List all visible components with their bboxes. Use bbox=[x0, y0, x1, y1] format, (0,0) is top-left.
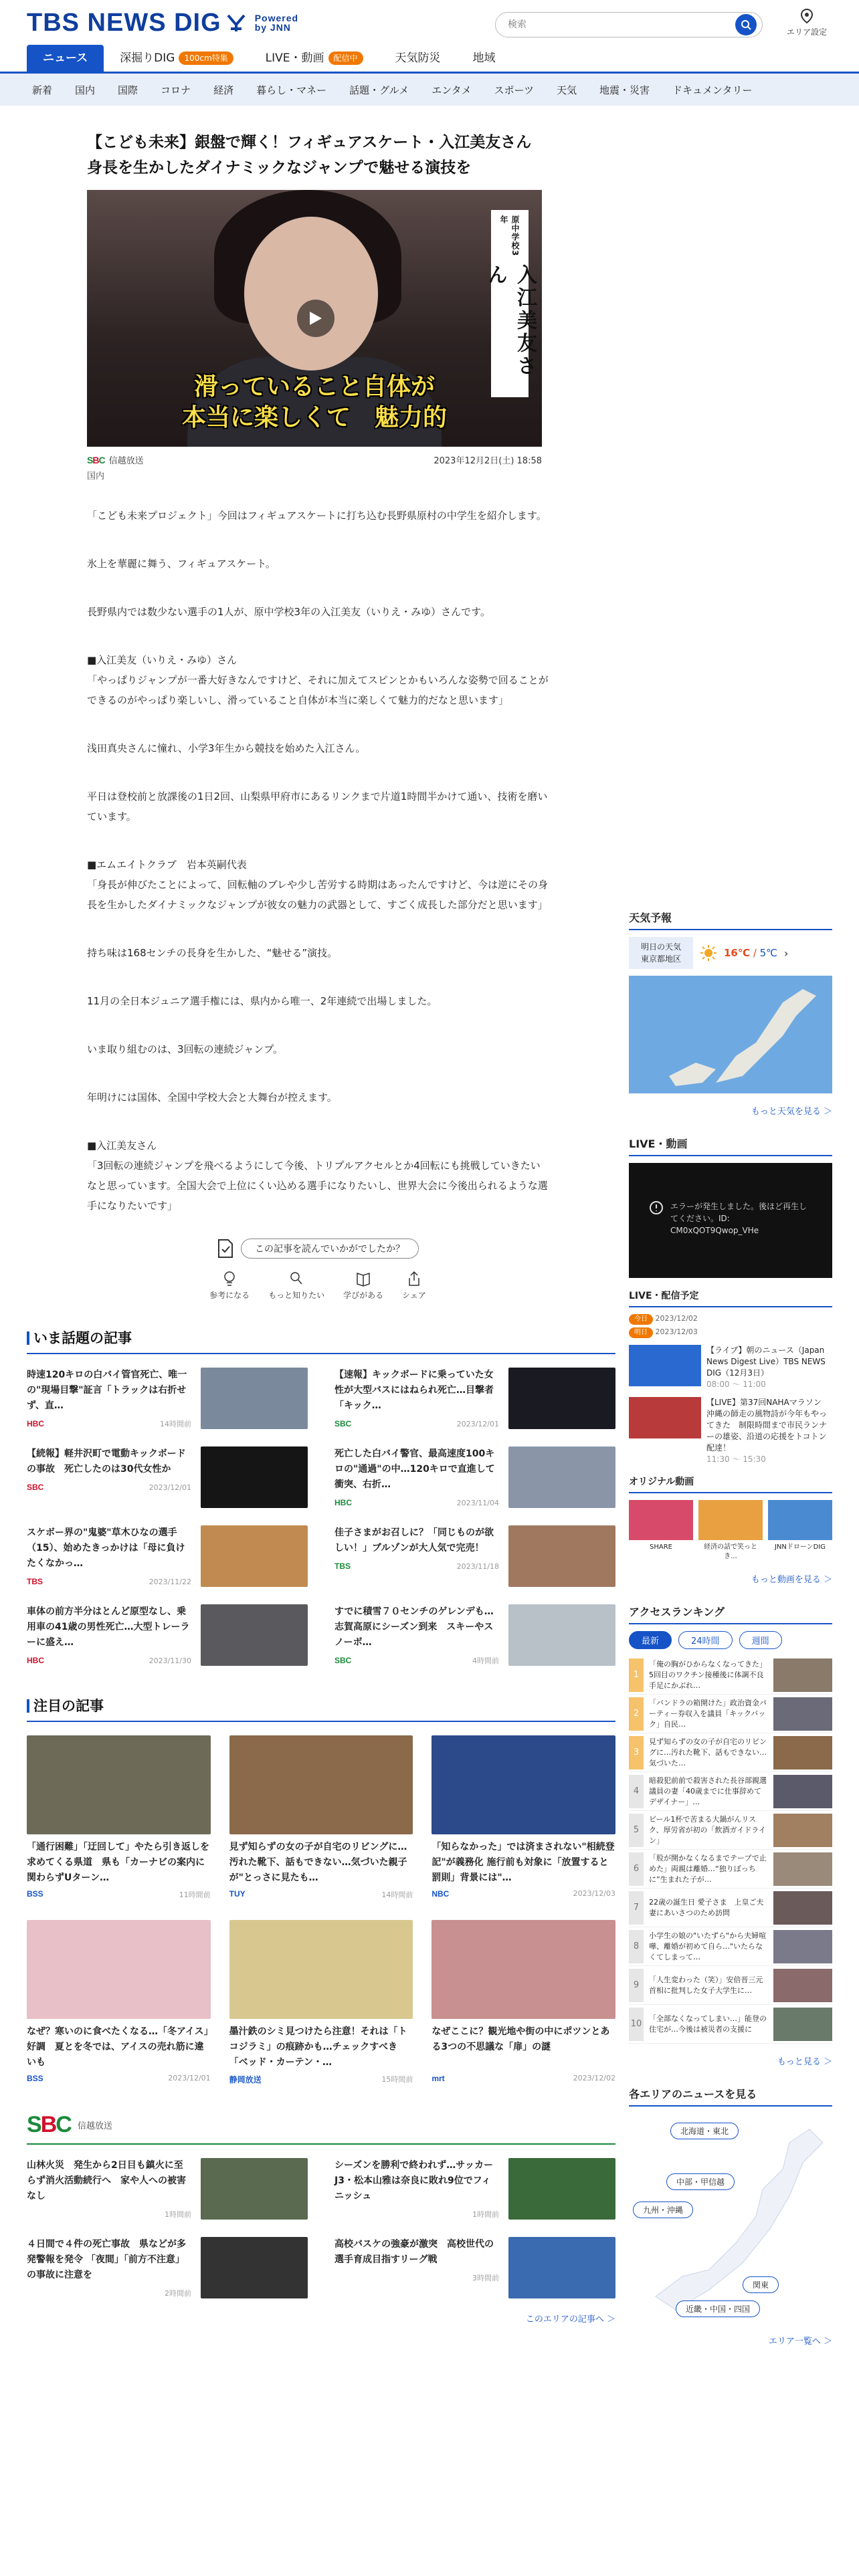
featured-title: 「通行困難」「迂回して」やたら引き返しを求めてくる県道 県も「カーナビの案内に関わらずUターン… bbox=[27, 1842, 209, 1883]
article-meta bbox=[87, 453, 542, 466]
featured-meta bbox=[432, 1889, 615, 1899]
sbc-title: シーズンを勝利で終われず…サッカーJ3・松本山雅は奈良に敗れ9位でフィニッシュ bbox=[335, 2160, 494, 2202]
trending-card-body bbox=[335, 1446, 499, 1511]
station-name: SBC bbox=[27, 1483, 44, 1492]
live-schedule-heading: LIVE・配信予定 bbox=[629, 1289, 832, 1307]
trending-card[interactable] bbox=[335, 1368, 615, 1432]
featured-meta bbox=[229, 1889, 413, 1900]
logo-text: TBS NEWS DIG bbox=[27, 8, 221, 37]
logo-mark-icon bbox=[225, 11, 248, 34]
featured-time: 15時間前 bbox=[381, 2075, 413, 2084]
main-column bbox=[27, 120, 615, 2325]
logo-by-jnn: by JNN bbox=[254, 22, 291, 33]
trending-meta bbox=[27, 1480, 191, 1495]
ranking-item[interactable] bbox=[629, 1966, 832, 2005]
trending-card[interactable] bbox=[335, 1525, 615, 1590]
nav-dig-label: 深掘りDIG bbox=[120, 51, 175, 65]
ranking-item[interactable] bbox=[629, 1733, 832, 1772]
live-item-time: 08:00 ～ 11:00 bbox=[706, 1380, 766, 1389]
featured-heading: 注目の記事 bbox=[27, 1695, 615, 1722]
trending-card-body bbox=[27, 1368, 191, 1432]
article-paragraph: 氷上を華麗に舞う、フィギュアスケート。 bbox=[87, 558, 276, 570]
original-video-item[interactable] bbox=[629, 1500, 693, 1562]
subnav-item[interactable]: コロナ bbox=[161, 84, 191, 96]
article bbox=[27, 130, 615, 1301]
subnav-item[interactable]: エンタメ bbox=[432, 84, 472, 96]
featured-title: 墨汁鉄のシミ見つけたら注意！それは「トコジラミ」の痕跡かも…チェックすべき「ベッド・カーテン・… bbox=[229, 2026, 407, 2068]
ranking-title: 「人生変わった（笑）」安倍晋三元首相に批判した女子大学生に… bbox=[649, 1975, 763, 1995]
sbc-thumbnail bbox=[508, 2158, 615, 2220]
nav-dig-badge: 100cm特集 bbox=[179, 51, 233, 65]
live-item-title: 【ライブ】朝のニュース（Japan News Digest Live）TBS NEWS DIG（12月3日） bbox=[706, 1346, 826, 1378]
trending-title: 【速報】キックボードに乗っていた女性が大型バスにはねられ死亡…目撃者「キック… bbox=[335, 1370, 494, 1411]
ranking-number: 7 bbox=[629, 1891, 644, 1925]
live-error-text: エラーが発生しました。後ほど再生してください。ID: CM0xQOT9Qwop_VHe bbox=[670, 1202, 807, 1235]
sbc-card-body bbox=[27, 2237, 191, 2301]
video-more-link[interactable]: もっと動画を見る ＞ bbox=[751, 1575, 832, 1585]
site-logo[interactable] bbox=[27, 9, 298, 37]
nav-live[interactable] bbox=[250, 45, 379, 72]
feedback-more-button[interactable] bbox=[268, 1271, 324, 1301]
sbc-thumbnail bbox=[508, 2237, 615, 2298]
sbc-time: 1時間前 bbox=[165, 2210, 191, 2219]
today-date: 2023/12/02 bbox=[655, 1314, 698, 1323]
article-paragraph: ■入江美友さん 「3回転の連続ジャンプを飛べるようにして今後、トリプルアクセルとか4回転にも挑戦していきたいなと思っています。全国大会で上位にくい込める選手になりたいし、世界大会に今後出られるような選手になりたいです」 bbox=[87, 1140, 548, 1212]
trending-card-body bbox=[335, 1368, 499, 1432]
subnav-item[interactable]: スポーツ bbox=[494, 84, 535, 96]
article-source[interactable]: 信越放送 bbox=[108, 456, 144, 466]
trending-time: 2023/12/01 bbox=[149, 1483, 191, 1492]
trending-title: 佳子さまがお召しに？「同じものが欲しい！」ブルゾンが大人気で完売！ bbox=[335, 1527, 494, 1553]
original-video-item[interactable] bbox=[698, 1500, 763, 1562]
ranking-title: 「俺の胸がひからなくなってきた」5回目のワクチン接種後に体調不良 手足にかぶれ… bbox=[649, 1659, 767, 1690]
nav-news-label: ニュース bbox=[43, 51, 88, 65]
sbc-card-body bbox=[27, 2158, 191, 2222]
ranking-thumbnail bbox=[773, 1697, 832, 1731]
featured-time: 2023/12/01 bbox=[168, 2074, 211, 2082]
feedback-question: この記事を読んでいかがでしたか？ bbox=[241, 1239, 419, 1259]
sbc-card-body bbox=[335, 2158, 499, 2222]
sbc-card[interactable] bbox=[27, 2237, 308, 2301]
trending-title: すでに積雪７０センチのゲレンデも…志賀高原にシーズン到来 スキーやスノーボ… bbox=[335, 1606, 494, 1648]
sbc-time: 3時間前 bbox=[472, 2274, 499, 2282]
trending-time: 2023/12/01 bbox=[456, 1420, 499, 1428]
trending-title: 車体の前方半分はとんど原型なし、乗用車の41歳の男性死亡…大型トレーラーに盛え… bbox=[27, 1606, 190, 1648]
video-name: 入江美友さん bbox=[484, 263, 537, 378]
original-video-label: 経済の話で笑っとき... bbox=[704, 1543, 757, 1560]
header bbox=[0, 0, 859, 45]
sbc-time: 2時間前 bbox=[165, 2289, 191, 2298]
ranking-number: 9 bbox=[629, 1969, 644, 2002]
ranking-number: 6 bbox=[629, 1852, 644, 1886]
featured-thumbnail bbox=[229, 1735, 413, 1834]
featured-title: なぜ？寒いのに食べたくなる…「冬アイス」好調 夏とを冬では、アイスの売れ筋に違いも bbox=[27, 2026, 209, 2068]
search-box bbox=[495, 12, 763, 37]
feedback bbox=[87, 1239, 549, 1301]
trending-meta bbox=[27, 1416, 191, 1432]
sidebar bbox=[629, 909, 832, 2365]
area-button-hokkaido-tohoku[interactable]: 北海道・東北 bbox=[670, 2123, 739, 2139]
feedback-useful-button[interactable] bbox=[209, 1271, 250, 1301]
subnav-item[interactable]: ドキュメンタリー bbox=[672, 84, 753, 96]
trending-card-body bbox=[27, 1525, 191, 1590]
live-widget bbox=[629, 1136, 832, 1585]
featured-card[interactable] bbox=[432, 1920, 615, 2085]
lightbulb-icon bbox=[222, 1271, 237, 1287]
article-datetime: 2023年12月2日(土) 18:58 bbox=[434, 456, 542, 466]
featured-card[interactable] bbox=[229, 1735, 413, 1900]
sbc-card-body bbox=[335, 2237, 499, 2301]
trending-meta bbox=[27, 1574, 191, 1590]
station-name: BSS bbox=[27, 2074, 43, 2083]
weather-more-link[interactable]: もっと天気を見る ＞ bbox=[751, 1107, 832, 1117]
trending-title: 時速120キロの白バイ管官死亡、唯一の"現場目撃"証言「トラックは右折せず、直… bbox=[27, 1370, 187, 1411]
subnav-item[interactable]: 新着 bbox=[32, 84, 53, 96]
trending-thumbnail bbox=[508, 1446, 615, 1508]
play-button[interactable] bbox=[297, 300, 335, 337]
ranking-title: 見ず知らずの女の子が自宅のリビングに…汚れた靴下、話もできない…気づいた… bbox=[649, 1737, 767, 1767]
area-map bbox=[629, 2116, 832, 2323]
today-tag: 今日 bbox=[629, 1314, 653, 1325]
featured-thumbnail bbox=[432, 1735, 615, 1834]
trending-time: 2023/11/22 bbox=[149, 1578, 191, 1586]
original-video-label: SHARE bbox=[650, 1543, 672, 1551]
ranking-thumbnail bbox=[773, 1969, 832, 2002]
station-name: BSS bbox=[27, 1889, 43, 1899]
station-name: mrt bbox=[432, 2074, 445, 2083]
featured-time: 2023/12/02 bbox=[573, 2074, 615, 2082]
ranking-title: 「全部なくなってしまい…」能登の住宅が…今後は被災者の支援に bbox=[649, 2014, 767, 2034]
ranking-title: 小学生の娘の"いたずら"から夫婦喧嘩、離婚が初めて自ら…"いたらなくてしまって… bbox=[649, 1931, 767, 1961]
search-input[interactable] bbox=[508, 19, 735, 30]
subnav-item[interactable]: 国際 bbox=[118, 84, 138, 96]
sbc-meta bbox=[27, 2207, 191, 2222]
feedback-label: シェア bbox=[402, 1291, 426, 1300]
ranking-item[interactable] bbox=[629, 1772, 832, 1811]
feedback-learn-button[interactable] bbox=[343, 1271, 383, 1301]
article-paragraph: ■入江美友（いりえ・みゆ）さん 「やっぱりジャンプが一番大好きなんですけど、それに加えてスピンとかもいろんな姿勢で回ることができるのがやっぱり楽しいし、滑っていること自体が本当に楽しくて魅力的だなと思います」 bbox=[87, 654, 549, 706]
article-paragraph: 11月の全日本ジュニア選手権には、県内から唯一、2年連続で出場しました。 bbox=[87, 995, 438, 1007]
area-button-kanto[interactable]: 関東 bbox=[743, 2276, 779, 2293]
trending-card-body bbox=[27, 1604, 191, 1669]
article-category[interactable]: 国内 bbox=[87, 471, 105, 481]
trending-meta bbox=[335, 1559, 499, 1574]
subnav-item[interactable]: 経済 bbox=[213, 84, 234, 96]
trending-time: 14時間前 bbox=[160, 1420, 191, 1428]
subnav-item[interactable]: 天気 bbox=[557, 84, 577, 96]
original-video-item[interactable] bbox=[768, 1500, 832, 1562]
feedback-label: もっと知りたい bbox=[268, 1291, 325, 1300]
trending-meta bbox=[27, 1653, 191, 1669]
area-widget bbox=[629, 2086, 832, 2347]
trending-thumbnail bbox=[508, 1368, 615, 1429]
ranking-item[interactable] bbox=[629, 1927, 832, 1966]
ranking-number: 3 bbox=[629, 1736, 644, 1769]
station-name: TBS bbox=[27, 1577, 43, 1586]
area-button-chubu[interactable]: 中部・甲信越 bbox=[666, 2173, 735, 2190]
ranking-title: 22歳の誕生日 愛子さま 上皇ご夫妻にあいさつのため訪問 bbox=[649, 1897, 764, 1917]
article-paragraph: 浅田真央さんに憧れ、小学3年生から競技を始めた入江さん。 bbox=[87, 742, 366, 754]
trending-time: 2023/11/18 bbox=[456, 1562, 499, 1571]
article-paragraph: 長野県内では数少ない選手の1人が、原中学校3年の入江美友（いりえ・みゆ）さんです。 bbox=[87, 606, 490, 618]
featured-card[interactable] bbox=[432, 1735, 615, 1900]
featured-card[interactable] bbox=[27, 1920, 211, 2085]
trending-title: 死亡した白バイ警官、最高速度100キロの"通過"の中…120キロで直進して衝突、右折… bbox=[335, 1448, 495, 1490]
sbc-title: ４日間で４件の死亡事故 県などが多発警報を発令 「夜間」「前方不注意」の事故に注意を bbox=[27, 2239, 186, 2280]
sbc-more-link[interactable]: このエリアの記事へ ＞ bbox=[525, 2315, 615, 2325]
ranking-thumbnail bbox=[773, 1930, 832, 1963]
book-icon bbox=[356, 1271, 371, 1287]
sbc-logo-icon: SBC bbox=[27, 2112, 71, 2137]
trending-card-body bbox=[27, 1446, 191, 1511]
sbc-card[interactable] bbox=[335, 2237, 615, 2301]
sbc-title: 高校バスケの強豪が激突 高校世代の選手育成目指すリーグ戦 bbox=[335, 2239, 494, 2265]
ranking-thumbnail bbox=[773, 1775, 832, 1808]
trending-card-body bbox=[335, 1525, 499, 1590]
trending-card[interactable] bbox=[27, 1525, 308, 1590]
featured-list bbox=[27, 1735, 615, 2085]
logo-powered: Powered bbox=[254, 13, 299, 23]
trending-meta bbox=[335, 1495, 499, 1511]
ranking-item[interactable] bbox=[629, 1656, 832, 1695]
subnav-item[interactable]: 話題・グルメ bbox=[349, 84, 409, 96]
trending-thumbnail bbox=[508, 1525, 615, 1587]
station-name: SBC bbox=[335, 1419, 352, 1428]
article-paragraph: 「こども未来プロジェクト」今回はフィギュアスケートに打ち込む長野県原村の中学生を紹介します。 bbox=[87, 510, 547, 522]
ranking-number: 10 bbox=[629, 2008, 644, 2041]
featured-title: なぜここに？観光地や街の中にポツンとある3つの不思議な「扉」の謎 bbox=[432, 2026, 610, 2052]
featured-thumbnail bbox=[27, 1920, 211, 2019]
sbc-card[interactable] bbox=[335, 2158, 615, 2222]
search-button[interactable] bbox=[735, 14, 757, 35]
article-body bbox=[87, 506, 555, 1216]
video-name-tag bbox=[484, 210, 537, 397]
featured-meta bbox=[27, 1889, 211, 1900]
video-caption-line: 本当に楽しくて 魅力的 bbox=[181, 404, 447, 431]
featured-meta bbox=[229, 2074, 413, 2085]
ranking-thumbnail bbox=[773, 1852, 832, 1886]
nav-news[interactable] bbox=[27, 45, 104, 72]
article-paragraph: 持ち味は168センチの長身を生かした、“魅せる”演技。 bbox=[87, 947, 338, 959]
featured-meta bbox=[27, 2074, 211, 2083]
nav-live-badge: 配信中 bbox=[328, 51, 363, 65]
trending-thumbnail bbox=[201, 1446, 308, 1508]
weather-label: 明日の天気 東京都地区 bbox=[629, 937, 693, 969]
sbc-thumbnail bbox=[201, 2158, 308, 2220]
sbc-meta bbox=[27, 2286, 191, 2301]
featured-thumbnail bbox=[229, 1920, 413, 2019]
featured-thumbnail bbox=[27, 1735, 211, 1834]
ranking-heading: アクセスランキング bbox=[629, 1604, 832, 1624]
ranking-item[interactable] bbox=[629, 1811, 832, 1850]
trending-time: 2023/11/04 bbox=[456, 1499, 499, 1507]
sbc-section-header bbox=[27, 2112, 615, 2145]
area-more-link[interactable]: エリア一覧へ ＞ bbox=[768, 2337, 832, 2347]
station-name: HBC bbox=[27, 1656, 44, 1665]
trending-time: 2023/11/30 bbox=[149, 1656, 191, 1665]
station-name: SBC bbox=[335, 1656, 352, 1665]
weather-heading: 天気予報 bbox=[629, 909, 832, 930]
weather-map[interactable] bbox=[629, 976, 832, 1093]
featured-title: 「知らなかった」では済まされない"相続登記"が義務化 施行前も対象に「放置すると罰則」背景には"… bbox=[432, 1842, 615, 1883]
ranking-number: 8 bbox=[629, 1930, 644, 1963]
feedback-label: 参考になる bbox=[209, 1291, 250, 1300]
ranking-title: 「股が開かなくなるまでテープで止めた」両親は離婚…“独りぼっちに”生まれた子が… bbox=[649, 1853, 767, 1884]
area-button-kinki[interactable]: 近畿・中国・四国 bbox=[676, 2300, 760, 2317]
featured-card[interactable] bbox=[27, 1735, 211, 1900]
video-caption-line: 滑っていること自体が bbox=[193, 373, 435, 401]
nav-weather-label: 天気防災 bbox=[395, 51, 441, 65]
article-paragraph: いま取り組むのは、3回転の連続ジャンプ。 bbox=[87, 1043, 284, 1055]
video-name-sub: 原中学校3年 bbox=[499, 215, 520, 257]
tomorrow-date: 2023/12/03 bbox=[655, 1327, 698, 1336]
sub-nav bbox=[0, 74, 859, 106]
ranking-item[interactable] bbox=[629, 2005, 832, 2044]
weather-summary[interactable]: 明日の天気 東京都地区 16℃ / 5℃ › bbox=[629, 937, 832, 969]
sbc-card[interactable] bbox=[27, 2158, 308, 2222]
area-setting[interactable] bbox=[787, 8, 827, 37]
live-item[interactable] bbox=[629, 1397, 832, 1465]
article-video[interactable] bbox=[87, 190, 542, 447]
ranking-number: 4 bbox=[629, 1775, 644, 1808]
featured-title: 見ず知らずの女の子が自宅のリビングに…汚れた靴下、話もできない…気づいた親子が"とっさに見たも… bbox=[229, 1842, 407, 1883]
sbc-title: 山林火災 発生から2日目も鎮火に至らず消火活動続行へ 家や人への被害なし bbox=[27, 2160, 186, 2202]
sbc-meta bbox=[335, 2270, 499, 2286]
trending-list bbox=[27, 1368, 615, 1669]
main-nav bbox=[0, 45, 859, 74]
subnav-item[interactable]: 国内 bbox=[75, 84, 96, 96]
trending-card[interactable] bbox=[335, 1446, 615, 1511]
article-paragraph: 年明けには国体、全国中学校大会と大舞台が控えます。 bbox=[87, 1091, 337, 1103]
area-setting-label: エリア設定 bbox=[787, 27, 828, 37]
ranking-widget bbox=[629, 1604, 832, 2067]
search-icon bbox=[741, 19, 751, 30]
original-video-label: JNNドローンDIG bbox=[774, 1543, 826, 1551]
sbc-list bbox=[27, 2158, 615, 2301]
station-name: TBS bbox=[335, 1562, 351, 1571]
ranking-thumbnail bbox=[773, 1736, 832, 1769]
ranking-thumbnail bbox=[773, 2008, 832, 2041]
trending-thumbnail bbox=[201, 1368, 308, 1429]
featured-card[interactable] bbox=[229, 1920, 413, 2085]
ranking-tab-24h[interactable]: 24時間 bbox=[678, 1631, 733, 1649]
ranking-item[interactable] bbox=[629, 1889, 832, 1927]
article-paragraph: ■エムエイトクラブ 岩本英嗣代表 「身長が伸びたことによって、回転軸のブレや少し苦労する時期はあったんですけど、今は逆にその身長を生かしたダイナミックなジャンプが彼女の魅力の武器として、すごく成長した部分だと思います」 bbox=[87, 859, 548, 911]
weather-high: 16℃ bbox=[724, 947, 751, 959]
ranking-number: 2 bbox=[629, 1697, 644, 1731]
trending-heading: いま話題の記事 bbox=[27, 1327, 615, 1354]
live-heading: LIVE・動画 bbox=[629, 1136, 832, 1156]
weather-low: 5℃ bbox=[759, 947, 778, 959]
share-icon bbox=[407, 1271, 421, 1287]
trending-card[interactable] bbox=[27, 1446, 308, 1511]
nav-weather[interactable] bbox=[379, 45, 457, 72]
trending-thumbnail bbox=[201, 1525, 308, 1587]
trending-card-body bbox=[335, 1604, 499, 1669]
trending-card[interactable] bbox=[27, 1604, 308, 1669]
weather-widget bbox=[629, 909, 832, 1117]
sbc-section-label: 信越放送 bbox=[77, 2121, 112, 2131]
ranking-tab-weekly[interactable]: 週間 bbox=[739, 1631, 782, 1649]
trending-time: 4時間前 bbox=[472, 1656, 499, 1665]
trending-title: 【続報】軽井沢町で電動キックボードの事故 死亡したのは30代女性か bbox=[27, 1448, 186, 1475]
area-heading: 各エリアのニュースを見る bbox=[629, 2086, 832, 2107]
nav-live-label: LIVE・動画 bbox=[265, 51, 324, 65]
video-caption bbox=[87, 372, 542, 433]
ranking-number: 5 bbox=[629, 1814, 644, 1847]
sbc-thumbnail bbox=[201, 2237, 308, 2298]
magnifier-icon bbox=[289, 1271, 304, 1287]
trending-meta bbox=[335, 1416, 499, 1432]
chevron-right-icon: › bbox=[784, 946, 789, 960]
station-name: 静岡放送 bbox=[229, 2075, 262, 2084]
trending-card[interactable] bbox=[335, 1604, 615, 1669]
tomorrow-tag: 明日 bbox=[629, 1327, 653, 1338]
location-pin-icon bbox=[800, 8, 814, 24]
live-item-time: 11:30 ～ 15:30 bbox=[706, 1455, 766, 1464]
station-name: HBC bbox=[27, 1419, 44, 1428]
featured-time: 11時間前 bbox=[179, 1891, 211, 1899]
sbc-time: 1時間前 bbox=[472, 2210, 499, 2219]
station-name: NBC bbox=[432, 1889, 450, 1899]
trending-card[interactable] bbox=[27, 1368, 308, 1432]
ranking-item[interactable] bbox=[629, 1850, 832, 1889]
ranking-tab-latest[interactable]: 最新 bbox=[629, 1631, 672, 1649]
sbc-meta bbox=[335, 2207, 499, 2222]
nav-dig[interactable] bbox=[104, 45, 249, 72]
sun-icon bbox=[700, 944, 717, 962]
ranking-more-link[interactable]: もっと見る ＞ bbox=[777, 2057, 832, 2067]
ranking-thumbnail bbox=[773, 1891, 832, 1925]
featured-time: 14時間前 bbox=[381, 1891, 413, 1899]
sbc-logo-icon: SBC bbox=[87, 454, 105, 465]
feedback-label: 学びがある bbox=[343, 1291, 384, 1300]
document-icon bbox=[217, 1239, 234, 1259]
share-button[interactable] bbox=[402, 1271, 426, 1301]
ranking-title: 暗殺犯前前で殺害された長谷部親選議員の妻「40歳までに仕事辞めてデザイナー」… bbox=[649, 1776, 767, 1806]
live-player[interactable] bbox=[629, 1163, 832, 1278]
featured-thumbnail bbox=[432, 1920, 615, 2019]
subnav-item[interactable]: 暮らし・マネー bbox=[256, 84, 327, 96]
original-video-heading: オリジナル動画 bbox=[629, 1475, 832, 1493]
live-item-title: 【LIVE】第37回NAHAマラソン 沖縄の師走の風物詩が今年もやってきた 制限時間まで市民ランナーの雄姿、沿道の応援をトコトン配達！ bbox=[706, 1398, 830, 1453]
article-title: 【こども未来】銀盤で輝く！フィギュアスケート・入江美友さん 身長を生かしたダイナミックなジャンプで魅せる演技を bbox=[87, 134, 547, 177]
trending-meta bbox=[335, 1653, 499, 1669]
ranking-title: 「バンドラの箱開けた」政治資金パーティー券収入を議員「キックバック」自民… bbox=[649, 1698, 767, 1729]
play-icon bbox=[308, 310, 323, 326]
trending-title: スケボー界の"鬼婆"草木ひなの選手（15）、始めたきっかけは「母に負けたくなかっ… bbox=[27, 1527, 185, 1569]
nav-region-label: 地域 bbox=[472, 51, 496, 65]
station-name: TUY bbox=[229, 1889, 246, 1899]
ranking-thumbnail bbox=[773, 1658, 832, 1692]
alert-icon bbox=[649, 1200, 664, 1215]
nav-region[interactable] bbox=[457, 45, 512, 72]
live-item[interactable] bbox=[629, 1345, 832, 1390]
station-name: HBC bbox=[335, 1498, 352, 1507]
featured-meta bbox=[432, 2074, 615, 2083]
ranking-item[interactable] bbox=[629, 1695, 832, 1733]
trending-thumbnail bbox=[201, 1604, 308, 1666]
ranking-thumbnail bbox=[773, 1814, 832, 1847]
ranking-number: 1 bbox=[629, 1658, 644, 1692]
featured-time: 2023/12/03 bbox=[573, 1889, 615, 1898]
subnav-item[interactable]: 地震・災害 bbox=[599, 84, 650, 96]
ranking-title: ビール1杯で苦まる大鍋がんリスク、厚労省が初の「飲酒ガイドライン」 bbox=[649, 1814, 766, 1845]
area-button-kyushu-okinawa[interactable]: 九州・沖縄 bbox=[633, 2202, 693, 2218]
trending-thumbnail bbox=[508, 1604, 615, 1666]
article-paragraph: 平日は登校前と放課後の1日2回、山梨県甲府市にあるリンクまで片道1時間半かけて通い、技術を磨いています。 bbox=[87, 790, 548, 823]
